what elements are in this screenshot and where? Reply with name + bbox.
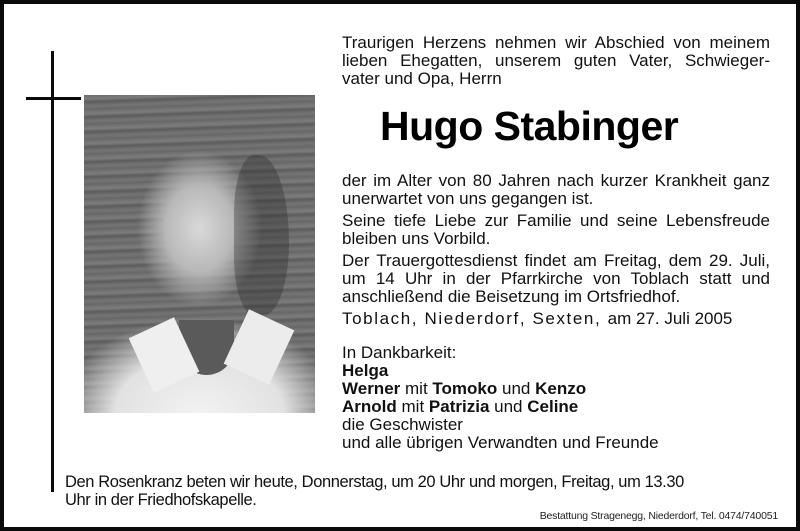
family-line: [342, 362, 770, 380]
family-name: Arnold: [342, 397, 397, 416]
family-name: Werner: [342, 379, 401, 398]
intro-line: Traurigen Herzens nehmen wir Abschied von meinem: [342, 33, 770, 52]
body-line: bleiben uns Vorbild.: [342, 229, 491, 248]
connector: und: [502, 379, 531, 398]
family-line: und alle übrigen Verwandten und Freunde: [342, 433, 659, 452]
connector: mit: [405, 379, 428, 398]
notice-body: [342, 172, 770, 332]
family-line: die Geschwister: [342, 415, 463, 434]
rosary-line: Uhr in der Friedhofskapelle.: [65, 491, 257, 509]
intro-line: lieben Ehegatten, unserem guten Vater, Schwieger-: [342, 51, 770, 70]
deceased-name: Hugo Stabinger: [380, 103, 679, 149]
paragraph-legacy: [342, 212, 770, 248]
place-date: [342, 310, 770, 328]
undertaker-credit: Bestattung Stragenegg, Niederdorf, Tel. 0474/740051: [539, 510, 778, 522]
family-name: Patrizia: [428, 397, 490, 416]
thanks-section: [342, 344, 770, 452]
connector: und: [494, 397, 523, 416]
rosary-line: Den Rosenkranz beten wir heute, Donnerstag, um 20 Uhr und morgen, Freitag, um 13.30: [65, 473, 684, 491]
photo-collar-right: [224, 309, 295, 385]
paragraph-service: [342, 252, 770, 306]
rosary-notice: [65, 473, 770, 509]
family-name: Kenzo: [535, 379, 587, 398]
body-line: der im Alter von 80 Jahren nach kurzer Krankheit ganz: [342, 171, 770, 190]
body-line: Der Trauergottesdienst findet am Freitag, dem 29. Juli,: [342, 251, 770, 270]
intro-line: vater und Opa, Herrn: [342, 69, 502, 88]
family-name: Celine: [527, 397, 579, 416]
date: am 27. Juli 2005: [607, 309, 733, 328]
paragraph-passing: [342, 172, 770, 208]
intro-text: [342, 34, 770, 88]
connector: mit: [401, 397, 425, 416]
place: Toblach, Niederdorf, Sexten,: [342, 309, 602, 328]
body-line: unerwartet von uns gegangen ist.: [342, 189, 594, 208]
portrait-photo: [84, 95, 315, 413]
photo-shadow: [234, 155, 289, 315]
body-line: Seine tiefe Liebe zur Familie und seine Lebensfreude: [342, 211, 770, 230]
cross-icon-bar: [26, 97, 81, 100]
body-line: um 14 Uhr in der Pfarrkirche von Toblach statt und: [342, 269, 770, 288]
body-line: anschließend die Beisetzung im Ortsfriedhof.: [342, 287, 681, 306]
family-name: Tomoko: [432, 379, 498, 398]
family-line: [342, 398, 770, 416]
family-line: [342, 380, 770, 398]
thanks-label: In Dankbarkeit:: [342, 343, 457, 362]
family-name: Helga: [342, 361, 389, 380]
cross-icon: [51, 51, 54, 492]
